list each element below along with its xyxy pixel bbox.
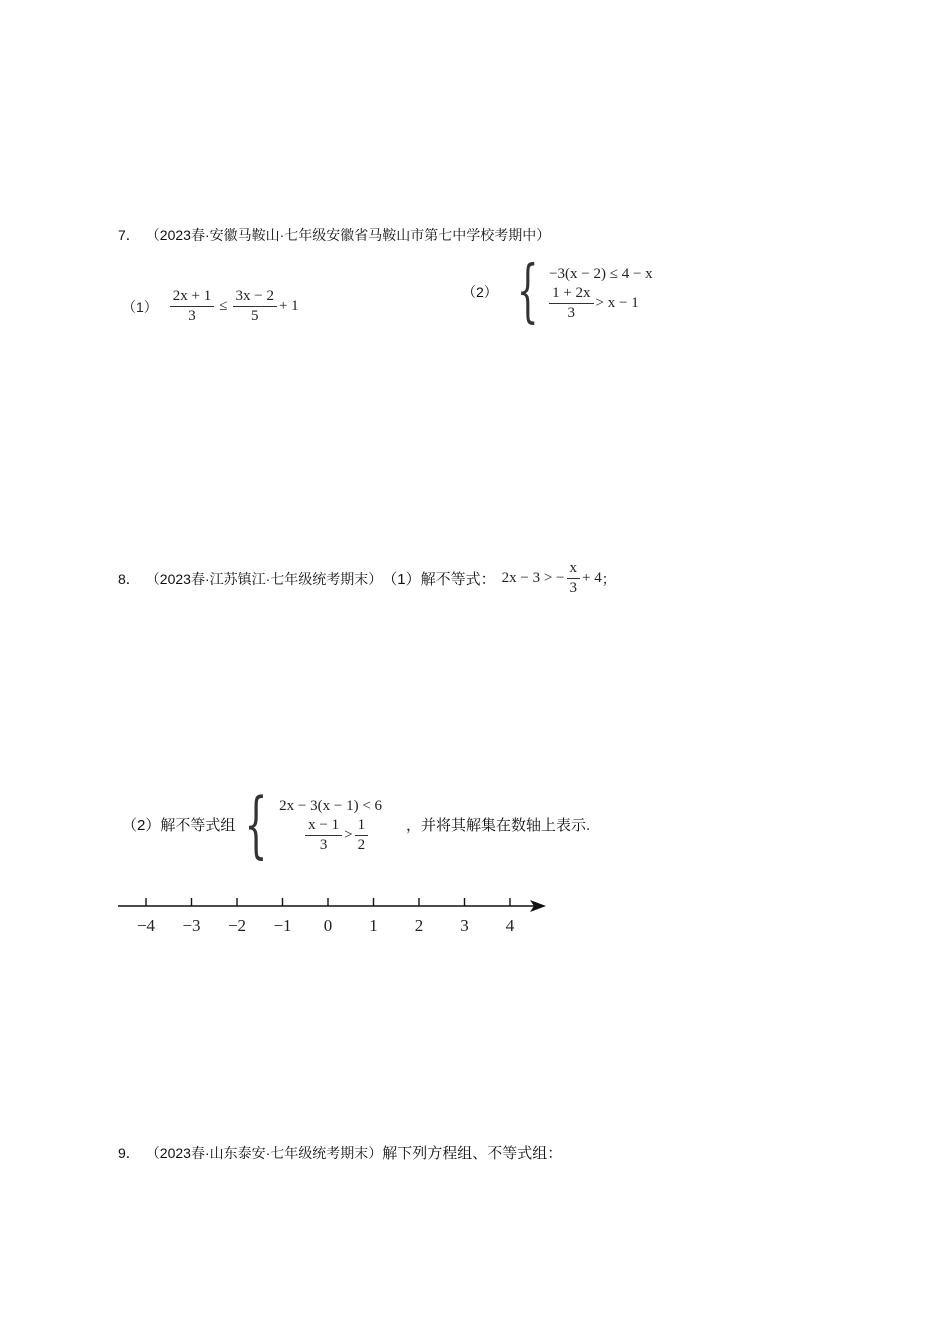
q9-number: 9． [118, 1144, 140, 1161]
q8-part1-num: x [567, 560, 581, 579]
q9-header [118, 1142, 562, 1163]
q7-header [118, 225, 550, 245]
q8-part2-prefix: （2）解不等式组 [122, 816, 236, 834]
q7-part1-rhs-fraction [233, 288, 277, 325]
q8-part2-fraction2 [355, 817, 369, 854]
q7-part2-tail: > x − 1 [595, 294, 639, 311]
number-line-tick-label: 1 [369, 916, 378, 935]
q7-part2-line1: −3(x − 2) ≤ 4 − x [549, 265, 653, 282]
q8-part2-num1: x − 1 [305, 817, 342, 836]
q8-part1-prefix: （1）解不等式： [382, 571, 496, 588]
q9-text: 解下列方程组、不等式组： [382, 1145, 563, 1162]
left-brace-icon: { [244, 782, 268, 866]
q7-part1-tail: + 1 [278, 298, 299, 314]
number-line-tick-label: −4 [136, 916, 156, 935]
q7-part1-rhs-num: 3x − 2 [233, 288, 277, 307]
q7-part2 [462, 252, 653, 331]
number-line-tick-label: 3 [460, 916, 469, 935]
q7-part2-label: （2） [462, 284, 498, 300]
q7-source: （2023春·安徽马鞍山·七年级安徽省马鞍山市第七中学校考期中） [145, 227, 551, 243]
q9-source: （2023春·山东泰安·七年级统考期末） [145, 1144, 383, 1161]
q8-part2-system [279, 795, 382, 854]
q7-part2-line2 [549, 285, 653, 322]
q8-part2 [122, 782, 591, 866]
q8-part2-num2: 1 [355, 817, 369, 836]
number-line-ticks [137, 898, 515, 935]
q7-part2-system [549, 263, 653, 322]
q7-part2-num: 1 + 2x [549, 285, 593, 304]
q7-part1-lhs-num: 2x + 1 [170, 288, 214, 307]
q8-part2-line2 [303, 817, 382, 854]
number-line-tick-label: 2 [414, 916, 424, 935]
q8-part2-line1: 2x − 3(x − 1) < 6 [279, 797, 383, 814]
q7-part1-rhs-den: 5 [250, 308, 259, 324]
number-line [110, 890, 560, 950]
q8-number: 8． [118, 570, 140, 587]
q8-part2-fraction1 [305, 817, 342, 854]
q8-part1-den: 3 [569, 580, 577, 596]
q7-part1-label: （1） [122, 298, 158, 315]
q8-source: （2023春·江苏镇江·七年级统考期末） [145, 570, 383, 587]
q8-part1-lhs: 2x − 3 > − [501, 570, 565, 586]
q8-part2-op: > [344, 826, 353, 843]
q7-part1 [122, 288, 299, 325]
q8-part1-end: ； [601, 570, 616, 587]
q8-part1-expression [502, 560, 602, 597]
q8-part2-suffix: ，并将其解集在数轴上表示. [406, 816, 591, 834]
number-line-tick-label: −3 [182, 916, 201, 935]
q8-header [118, 560, 616, 597]
q7-number: 7． [118, 227, 140, 243]
q7-part1-lhs-fraction [170, 288, 214, 325]
q7-part2-den: 3 [567, 304, 576, 321]
q8-part1-fraction [567, 560, 581, 597]
number-line-tick-label: 0 [323, 916, 333, 935]
number-line-tick-label: 4 [505, 916, 515, 935]
q8-part2-den2: 2 [357, 836, 366, 853]
q8-part1-tail: + 4 [582, 570, 602, 586]
number-line-tick-label: −2 [227, 916, 247, 935]
number-line-tick-label: −1 [273, 916, 292, 935]
q7-part2-fraction [549, 285, 593, 322]
q7-part1-op: ≤ [219, 298, 228, 314]
left-brace-icon: { [516, 252, 539, 331]
q7-part1-lhs-den: 3 [188, 308, 196, 324]
q8-part2-den1: 3 [319, 836, 328, 853]
